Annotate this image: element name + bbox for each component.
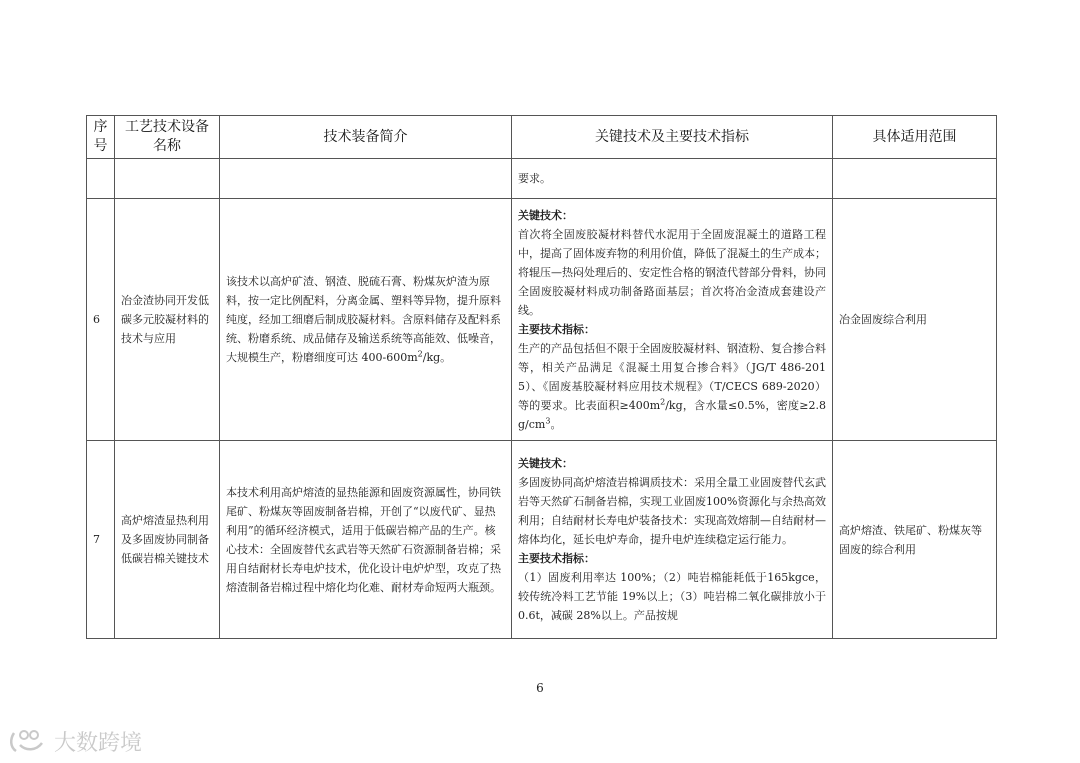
cell-name: 高炉熔渣显热利用及多固废协同制备低碳岩棉关键技术 bbox=[115, 441, 220, 639]
main-index-text bbox=[518, 339, 826, 434]
technology-table bbox=[86, 115, 997, 639]
intro-text-end: /kg。 bbox=[422, 351, 452, 364]
cell-scope: 冶金固废综合利用 bbox=[833, 199, 997, 441]
key-tech-text: 首次将全固废胶凝材料替代水泥用于全固废混凝土的道路工程中，提高了固体废弃物的利用价值，降低了混凝土的生产成本；将辊压—热闷处理后的、安定性合格的钢渣代替部分骨料，协同全固废胶凝材料成功制备路面基层；首次将冶金渣成套建设产线。 bbox=[518, 227, 826, 317]
cell-name: 冶金渣协同开发低碳多元胶凝材料的技术与应用 bbox=[115, 199, 220, 441]
cell-name bbox=[115, 159, 220, 199]
key-tech-label: 关键技术： bbox=[518, 208, 573, 222]
cell-key bbox=[512, 199, 833, 441]
main-index-text: （1）固废利用率达 100%；（2）吨岩棉能耗低于165kgce，较传统冷料工艺节能 19%以上；（3）吨岩棉二氧化碳排放小于 0.6t，减碳 28%以上。产品按规 bbox=[518, 571, 826, 622]
main-index-part: /kg，含水量≤0.5%，密度≥2.8g/cm bbox=[518, 398, 826, 431]
cell-intro bbox=[220, 159, 512, 199]
page-number: 6 bbox=[536, 681, 544, 695]
cell-scope: 高炉熔渣、铁尾矿、粉煤灰等固废的综合利用 bbox=[833, 441, 997, 639]
superscript: 2 bbox=[417, 349, 423, 359]
table-header-row bbox=[87, 116, 997, 159]
cell-intro bbox=[220, 199, 512, 441]
cell-scope bbox=[833, 159, 997, 199]
watermark-text: 大数跨境 bbox=[54, 730, 143, 756]
header-intro: 技术装备简介 bbox=[220, 116, 512, 159]
cell-seq: 6 bbox=[87, 199, 115, 441]
watermark bbox=[8, 724, 142, 758]
key-tech-text: 多固废协同高炉熔渣岩棉调质技术：采用全量工业固废替代玄武岩等天然矿石制备岩棉，实现工业固废100%资源化与余热高效利用；自结耐材长寿电炉装备技术：实现高效熔制—自结耐材—熔体均化，延长电炉寿命，提升电炉连续稳定运行能力。 bbox=[518, 476, 826, 546]
cell-seq bbox=[87, 159, 115, 199]
table-row bbox=[87, 441, 997, 639]
cell-seq: 7 bbox=[87, 441, 115, 639]
superscript: 3 bbox=[545, 415, 551, 425]
cell-key: 要求。 bbox=[512, 159, 833, 199]
table-row-continued bbox=[87, 159, 997, 199]
watermark-logo-icon bbox=[8, 727, 48, 755]
header-name: 工艺技术设备名称 bbox=[115, 116, 220, 159]
header-scope: 具体适用范围 bbox=[833, 116, 997, 159]
key-tech-label: 关键技术： bbox=[518, 457, 573, 470]
main-index-part: 生产的产品包括但不限于全固废胶凝材料、钢渣粉、复合掺合料等，相关产品满足《混凝土用复合掺合料》（JG/T 486-2015）、《固废基胶凝材料应用技术规程》（T/CECS 689-2020）等的要求。比表面积≥400m bbox=[518, 341, 826, 412]
table-row bbox=[87, 199, 997, 441]
superscript: 2 bbox=[660, 396, 666, 406]
main-index-part: 。 bbox=[550, 417, 562, 431]
header-key: 关键技术及主要技术指标 bbox=[512, 116, 833, 159]
main-index-label: 主要技术指标： bbox=[518, 552, 595, 565]
intro-text: 该技术以高炉矿渣、钢渣、脱硫石膏、粉煤灰炉渣为原料，按一定比例配料，分离金属、塑料等异物，提升原料纯度，经加工细磨后制成胶凝材料。含原料储存及配料系统、粉磨系统、成品储存及输送系统等高能效、低噪音，大规模生产，粉磨细度可达 400-600m bbox=[226, 275, 501, 364]
header-seq: 序号 bbox=[87, 116, 115, 159]
cell-key bbox=[512, 441, 833, 639]
cell-intro: 本技术利用高炉熔渣的显热能源和固废资源属性，协同铁尾矿、粉煤灰等固废制备岩棉，开创了“以废代矿、显热利用”的循环经济模式，适用于低碳岩棉产品的生产。核心技术：全固废替代玄武岩等天然矿石资源制备岩棉；采用自结耐材长寿电炉技术，优化设计电炉炉型，攻克了热熔渣制备岩棉过程中熔化均化难、耐材寿命短两大瓶颈。 bbox=[220, 441, 512, 639]
main-index-label: 主要技术指标： bbox=[518, 322, 595, 336]
